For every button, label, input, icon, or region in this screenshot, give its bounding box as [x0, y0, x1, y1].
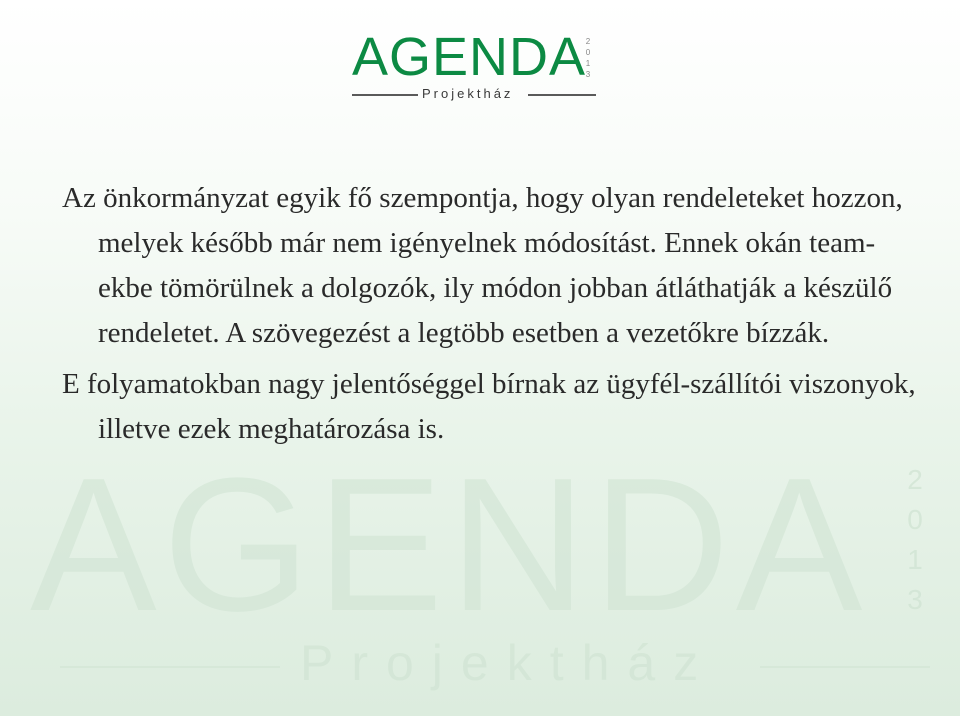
agenda-logo	[350, 27, 600, 110]
watermark-rule-left	[60, 666, 280, 668]
body-paragraph-2: E folyamatokban nagy jelentőséggel bírnak az ügyfél-szállítói viszonyok, illetve ezek meghatározása is.	[62, 368, 916, 445]
body-paragraph-1: Az önkormányzat egyik fő szempontja, hogy olyan rendeleteket hozzon, melyek később már nem igényelnek módosítást. Ennek okán team-ekbe tömörülnek a dolgozók, ily módon jobban átláthatják a készülő rendeletet. A szövegezést a legtöbb esetben a vezetőkre bízzák.	[62, 182, 903, 349]
watermark-year-text: 2013	[907, 464, 923, 615]
logo-subtitle: Projektház	[422, 86, 514, 101]
watermark-subtitle: Projektház	[300, 635, 717, 691]
watermark-year	[895, 460, 935, 620]
watermark-logo	[0, 430, 960, 716]
watermark-word: AGENDA	[30, 439, 869, 651]
slide-body	[62, 176, 922, 452]
watermark-rule-right	[760, 666, 930, 668]
logo-year	[582, 36, 594, 80]
logo-word: AGENDA	[352, 27, 587, 87]
logo-rule-right	[528, 94, 596, 96]
logo-rule-left	[352, 94, 418, 96]
logo-year-text: 2013	[585, 37, 591, 79]
